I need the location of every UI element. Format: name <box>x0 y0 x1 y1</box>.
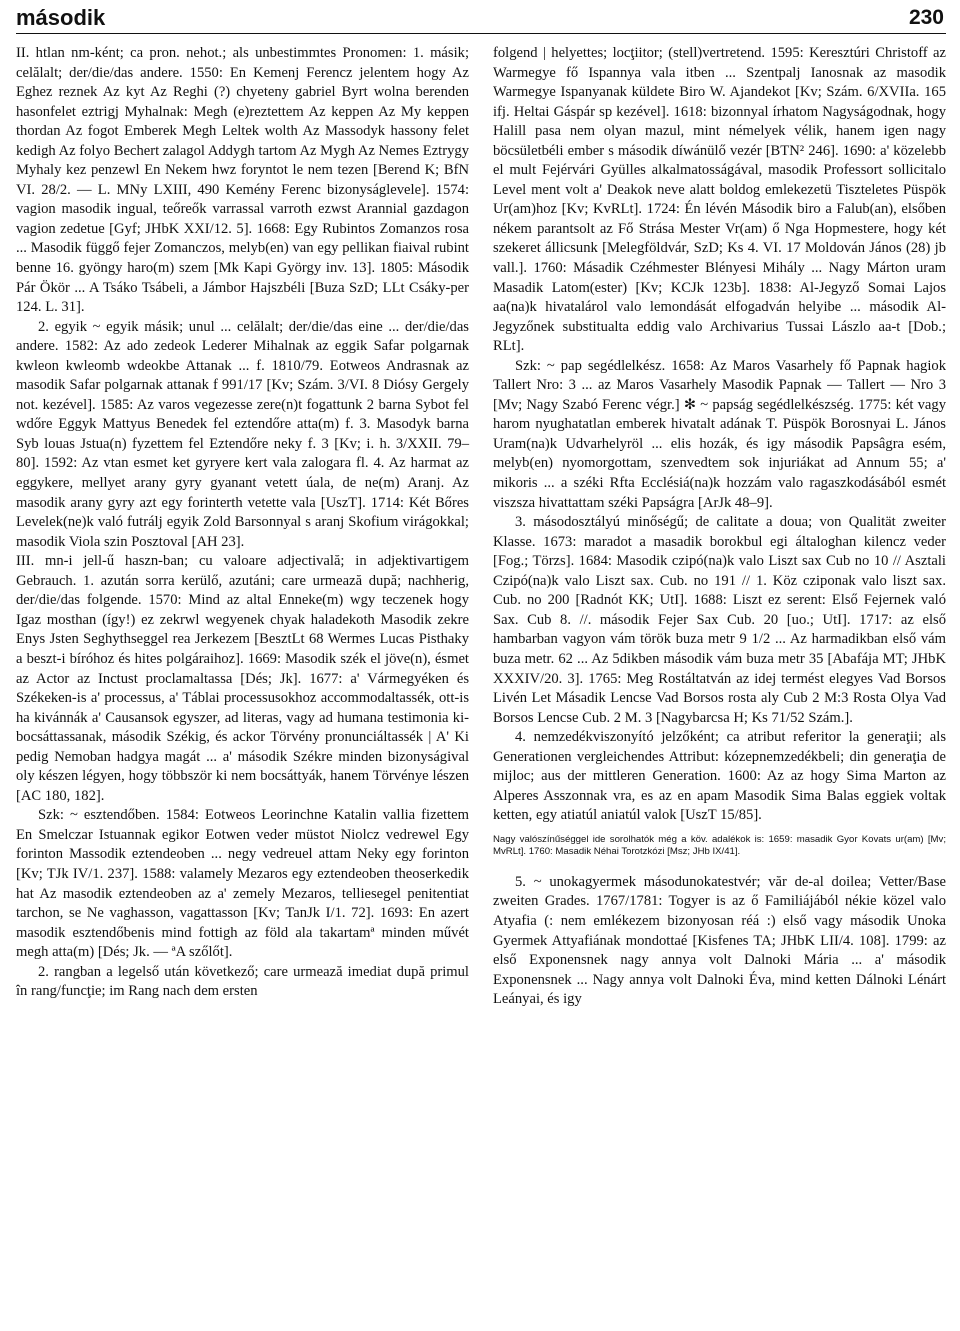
page-header <box>16 0 946 34</box>
entry-paragraph: 3. másodosztályú minőségű; de calitate a doua; von Qualität zweiter Klasse. 1673: maradot a masadik borokbul egi általoghan kilencz veder [Fog.; Törzs]. 1684: Masodik czipó(na)k valo Liszt sax Cub no 10 // Asztali Czipó(na)k valo Liszt sax. Cub. no 191 // 1. Köz cziponak valo liszt sax. Cub. no 200 [Radnót KK; UtI]. 1688: Liszt ez serent: Első Fejernek való Sax. Cub 8. //. második Fejer Sax Cub. 20 [uo.; UtI]. 1717: az első hambarban vagyon vám török buza metr 9 1/2 ... Az harmadikban első vám buza metr. 62 ... Az 5dikben második vám buza metr 35 [Abafája MT; JHbK XXXIV/20. 3]. 1765: Meg Rostáltatván az idej termést elegyes Vad Borsos Livén Let Másadik Lencse Vad Borsos rosta aly Cub 2 M:3 Rosta Olya Vad Borsos Lencse Cub. 2 M. 3 [Nagybarcsa H; Ks 71/52 Szám.]. <box>493 514 946 726</box>
entry-paragraph: III. mn-i jell-ű haszn-ban; cu valoare adjectivală; in adjektivartigem Gebrauch. 1. azután sorra kerülő, azutáni; care urmează după; nachherig, der/die/das folgende. 1570: Mind az altal Enneke(m) wgy teczenek hogy Igaz mosthan (így!) ez zekrwl wegyenek chyak haladekoth Masodik zekre Enys Jsten Seghythseggel rea Jerkezem [BesztLt 68 Wermes Lucas Pisthaky a beszt-i bíróhoz és hites polgáraihoz]. 1669: Masodik szék el jöve(n), ésmet az Actor az Inctust proclamaltassa [Dés; Jk]. 1677: a' Vármegyéken és Székeken-is a' processus, a' Táblai processusokhoz accommodaltassék, ott-is ha kivánnák a' Causansok egyszer, ad literas, vagy ad humana testimonia ki-bocsáttassanak, második Székig, és ackor Törvény pronunciáltassék | A' Ki pedig Nemoban hadgya magát ... a' második Székre minden bizonyságival oly készen légyen, hogy többször ki nem bocsáttyák, hanem Törvénye lészen [AC 180, 182]. <box>16 553 469 804</box>
running-headword: második <box>16 5 106 30</box>
editorial-note: Nagy valószínűséggel ide sorolhatók még a köv. adalékok is: 1659: masadik Gyor Kovats ur(am) [Mv; MvRLt]. 1760: Masadik Néhai Torotzkózi [Msz; JHb IX/41]. <box>493 833 946 858</box>
entry-paragraph: 4. nemzedékviszonyító jelzőként; ca atribut referitor la generaţii; als Generationen vergleichendes Attribut: kózepnemzedékbeli; din generaţia de mijloc; aus der mittleren Generation. 1600: Az az hogy Sima Marton az Alperes Asszonnak vra, es az en apam Masodik Sima Balas eggiek voltak ketten, egy atiatúl aniatúl valok [UszT 15/85]. <box>493 729 946 824</box>
entry-paragraph: II. htlan nm-ként; ca pron. nehot.; als unbestimmtes Pronomen: 1. másik; celălalt; der/die/das andere. 1550: En Kemenj Ferencz jelentem hogy Az Eghez reznek Az kyt Az Reghi (?) chyeteny gabriel Byrt wolna berenden hasonfelet eztrigj Myhalnak: Megh (e)reztettem Az keppen Az My keppen thordan Az fogot Emberek Megh Leltek wolth Az Massodyk hassony felet kedigh Az folyo Bechert zalagol Addygh tartom Az Mygh Az Nemes Eztrygy Myhaly kez penzewl En Nekem hwz foryntot le nem tezen [Berend K; BfN VI. 28/2. — L. MNy LXIII, 490 Kemény Ferenc bizonyságlevele]. 1574: vagion masodik ingual, teőreők varrassal varroth ezwst Arannial gazdagon vagion zedetue [Gyf; JHbK XXI/12. 5]. 1668: Egy Rubintos Zomanzos rosa ... Masodik függő fejer Zomanczos, melyb(en) van egy pellikan fiaival rubint benne 16. gyöngy haro(m) szem [Mk Kapi György inv. 13]. 1805: Második Pár Ökör ... A Tsáko Tsábeli, a Jámbor Hajszbéli [Buza SzD; LLt Csáky-per 124. L. 31]. <box>16 45 469 316</box>
entry-paragraph: 2. rangban a legelső után következő; care urmează imediat după primul în rang/funcţie; im Rang nach dem ersten <box>16 963 469 1000</box>
entry-paragraph: Szk: ~ esztendőben. 1584: Eotweos Leorinchne Katalin vallia fizettem En Smelczar Istuannak egikor Eotwen veder müstot Niolcz vedrewel Egy forinton Massodik eztendeoben ... negy vedreuel attam Neky egy forinton [Kv; TJk IV/1. 237]. 1588: valamely Mezaros egy eztendeoben theoserkedik hat Az masodik eztendeoben az a' zemely Mezaros, telliesegel penitentiat tarchon, se Ne vaghasson, vagattasson [Kv; TanJk I/1. 72]. 1693: En azert masodik esztendőbenis mind fottigh az föld ala takartamª minden művét megh atta(m) [Dés; Jk. — ªA szőlőt]. <box>16 807 469 961</box>
entry-paragraph: 5. ~ unokagyermek másodunokatestvér; văr de-al doilea; Vetter/Base zweiten Grades. 1767/1781: Togyer is az ő Familiájából nékie közel valo Atyafia (: nem emlékezem bizonyosan réá :) első vagy második Unoka Gyermek Attyafiának mondottaé [Kisfenes TA; JHbK LII/4. 108]. 1799: az első Exponensnek nagy annya volt Dalnoki Mária ... a' második Exponensnek ... Nagy annya volt Dalnoki Éva, mind ketten Dálnoki Lénárt Leányai, és igy <box>493 873 946 1008</box>
page-number: 230 <box>908 6 944 29</box>
entry-paragraph: folgend | helyettes; locţiitor; (stell)vertretend. 1595: Keresztúri Christoff az Warmegye fő Ispannya vala itben ... Szentpalj Ianosnak az masodik Warmegye Ispanyanak küldete Biro W. Ajandekot [Kv; Szám. 6/XVIIa. 165 ifj. Heltai Gáspár sp kezével]. 1618: bizonnyal írhatom Nagyságodnak, hogy Halill pasa nem olyan mazul, mint némelyek vélik, hanem igen nagy böcsületbéli ember s második díwánülő vezér [BTN² 246]. 1690: a' közelebb el mult Fejérvári Gyülles alkalmatosságával, masodik Professort sollicitalo Level ment volt a' Deakok neve alatt boldog emlekezetü Tiszteletes Püspök Ur(am)hoz [Kv; KvRLt]. 1724: Én lévén Második biro a Falub(an), elsőben nékem parantsolt az Fő Strása Mester Vr(am) ő Nga Hopmestere, hogy két szekeret állicsunk [Melegföldvár, SzD; Ks 4. VI. 17 Moldován János (28) jb vall.]. 1760: Másadik Czéhmester Blényesi Mihály ... Nagy Márton uram Masadik Latom(ester) [Kv; KCJk 123b]. 1838: Al-Jegyző Somai Lajos aa(na)k hivatalárol valo lemondását elfogadván helyibe ... második Al-Jegyzőnek substitualta eddig valo Archivarius Tussai Lászlo aa-t [Dob.; RLt]. <box>493 45 946 355</box>
entry-paragraph: 2. egyik ~ egyik másik; unul ... celălalt; der/die/das eine ... der/die/das andere. 1582: Az ado zedeok Lederer Mihalnak az eggik Safar polgarnak kwleon kwleomb wdeokbe Attanak ... f. 1810/79. Eotweos Andrasnak az masodik Safar polgarnak attanak f 991/17 [Kv; Szám. 3/VI. 8 Diósy Gergely not. kezével]. 1585: Az varos vegezesse zere(n)t fogattunk 2 barna Sybot fel wdőre Eggyk Mattyus Benedek fel eztendőre atta(m) f. 3. Masodyk barna Syb louas Jstua(n) fyzettem fel Eztendőre neky f. 3 [Kv; i. h. 3/XXII. 79–80]. 1592: Az vtan esmet ket gyryere kert vala zalogara fl. 4. Az harmat az eggykere, mellyet arany gyry gyanant vetett úala, de ne(m) Aranj. Az masodik arany gyry azt egy forinterth vetette vala [UszT]. 1714: Két Bőres Levelek(ne)k való futrálj egyik Zold Barsonnyal s aranj Skofium virágokkal; masodik Viola szin Posztoval [AH 23]. <box>16 318 469 550</box>
left-column <box>16 44 469 1002</box>
text-columns <box>16 44 946 1324</box>
right-column <box>493 44 946 1010</box>
entry-paragraph: Szk: ~ pap segédlelkész. 1658: Az Maros Vasarhely fő Papnak hagiok Tallert Nro: 3 ... az Maros Vasarhely Masodik Papnak — Tallert — Nro 3 [Mv; Nagy Szabó Ferenc végr.] ✻ ~ papság segédlelkészség. 1775: két vagy harom nyughatatlan emberek hivatalt adának T. Püspök Borosnyai L. János Uram(na)k Udvarhelyröl ... elis hozák, és igy második Papsâgra esém, melyb(en) nyomorgottam, szenvedtem sok injuriákat ad Annum 55; a' mikoris ... a széki Rfta Ecclésiá(na)k hozzám valo ragaszkodásából esmét viszsza hivattattam széki Papságra [ArJk 48–9]. <box>493 357 946 511</box>
